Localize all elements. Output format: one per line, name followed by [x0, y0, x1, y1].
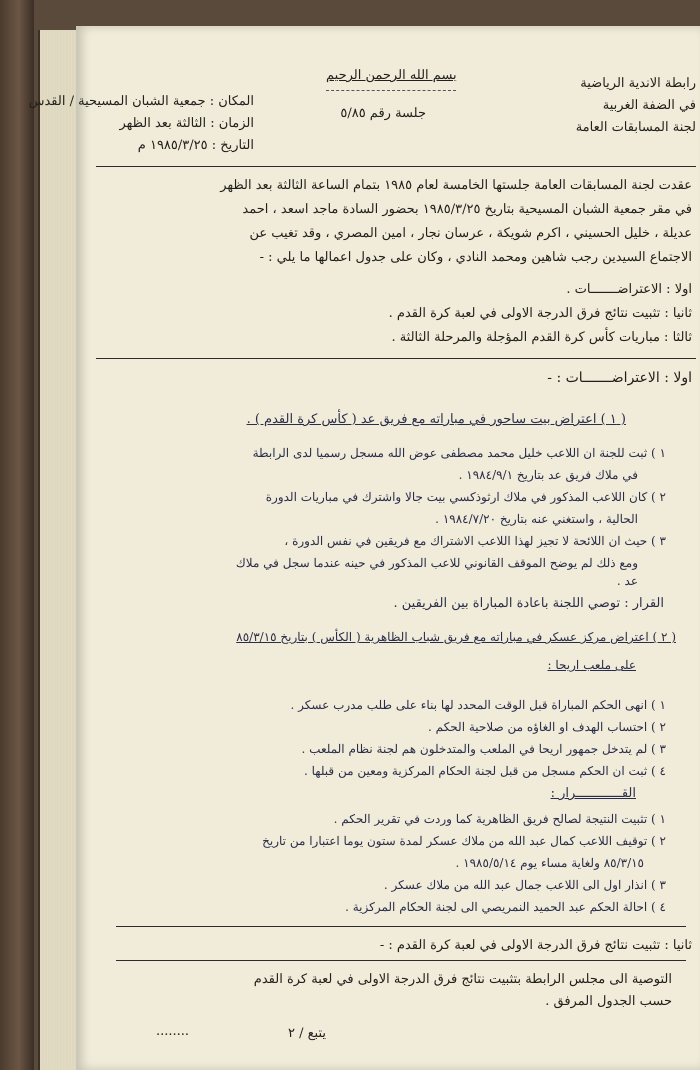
objection-2-point-1: ١ ) انهى الحكم المباراة قبل الوقت المحدد لها بناء على طلب مدرب عسكر . [290, 698, 666, 712]
objection-2-point-4: ٤ ) ثبت ان الحكم مسجل من قبل لجنة الحكام المركزية ومعين من قبلها . [304, 764, 666, 778]
objection-2-decision-4: ٤ ) احالة الحكم عبد الحميد النمريصي الى لجنة الحكام المركزية . [345, 900, 666, 914]
objection-2-decision-2b: ٨٥/٣/١٥ ولغاية مساء يوم ١٩٨٥/٥/١٤ . [455, 856, 644, 870]
objection-2-decision-1: ١ ) تثبيت النتيجة لصالح فريق الظاهرية كما وردت في تقرير الحكم . [333, 812, 666, 826]
org-line-1: رابطة الاندية الرياضية [580, 76, 696, 91]
section-1-title: اولا : الاعتراضـــــــات : - [547, 370, 692, 386]
objection-1-point-3c: عد . [616, 574, 638, 588]
intro-line-1: عقدت لجنة المسابقات العامة جلستها الخامسة لعام ١٩٨٥ بتمام الساعة الثالثة بعد الظهر [220, 178, 692, 193]
objection-2-decision-2a: ٢ ) توقيف اللاعب كمال عبد الله من ملاك عسكر لمدة ستون يوما اعتبارا من تاريخ [262, 834, 666, 848]
objection-1-point-2b: الحالية ، واستغني عنه بتاريخ ١٩٨٤/٧/٢٠ . [435, 512, 638, 526]
session-number: جلسة رقم ٥/٨٥ [340, 106, 426, 121]
page-stack-edge [38, 30, 80, 1070]
objection-2-title: ( ٢ ) اعتراض مركز عسكر في مباراته مع فريق شباب الظاهرية ( الكأس ) بتاريخ ٨٥/٣/١٥ [236, 630, 676, 644]
agenda-item-1: اولا : الاعتراضـــــــات . [566, 282, 692, 297]
continued-marker: يتبع / ٢ [287, 1026, 326, 1041]
section-2-divider [116, 926, 686, 927]
agenda-item-2: ثانيا : تثبيت نتائج فرق الدرجة الاولى في لعبة كرة القدم . [388, 306, 692, 321]
intro-line-4: الاجتماع السيدين رجب شاهين ومحمد النادي ، وكان على جدول اعمالها ما يلي : - [259, 250, 692, 265]
basmala-underline [326, 90, 456, 91]
objection-1-point-1a: ١ ) ثبت للجنة ان اللاعب خليل محمد مصطفى عوض الله مسجل رسميا لدى الرابطة [252, 446, 666, 460]
objection-1-decision: القرار : توصي اللجنة باعادة المباراة بين الفريقين . [393, 596, 664, 611]
section-2-line-2: حسب الجدول المرفق . [545, 994, 672, 1009]
objection-2-point-3: ٣ ) لم يتدخل جمهور اريحا في الملعب والمتدخلون هم لجنة نظام الملعب . [301, 742, 666, 756]
intro-line-3: عديلة ، خليل الحسيني ، اكرم شويكة ، عرسان نجار ، امين المصري ، وقد تغيب عن [249, 226, 692, 241]
section-2-title: ثانيا : تثبيت نتائج فرق الدرجة الاولى في لعبة كرة القدم : - [379, 938, 692, 953]
book-binding [0, 0, 34, 1070]
objection-1-point-3b: ومع ذلك لم يوضح الموقف القانوني للاعب المذكور في حينه عندما سجل في ملاك [235, 556, 638, 570]
objection-1-point-2a: ٢ ) كان اللاعب المذكور في ملاك ارثوذكسي بيت جالا واشترك في مباريات الدورة [265, 490, 666, 504]
document-page [28, 26, 700, 1070]
org-line-2: في الضفة الغربية [602, 98, 696, 113]
agenda-divider [96, 358, 696, 359]
header-divider [96, 166, 696, 167]
time-label: الزمان : الثالثة بعد الظهر [119, 116, 254, 131]
objection-1-point-3a: ٣ ) حيث ان اللائحة لا تجيز لهذا اللاعب الاشتراك مع فريقين في نفس الدورة ، [284, 534, 666, 548]
objection-2-point-2: ٢ ) احتساب الهدف او الغاؤه من صلاحية الحكم . [428, 720, 666, 734]
org-line-3: لجنة المسابقات العامة [575, 120, 696, 135]
agenda-item-3: ثالثا : مباريات كأس كرة القدم المؤجلة والمرحلة الثالثة . [391, 330, 692, 345]
objection-1-title: ( ١ ) اعتراض بيت ساحور في مباراته مع فريق عد ( كأس كرة القدم ) . [246, 412, 626, 427]
section-2-underline [116, 960, 686, 961]
footer-dots: ........ [156, 1024, 190, 1039]
section-2-line-1: التوصية الى مجلس الرابطة بتثبيت نتائج فرق الدرجة الاولى في لعبة كرة القدم [253, 972, 672, 987]
intro-line-2: في مقر جمعية الشبان المسيحية بتاريخ ١٩٨٥/٣/٢٥ بحضور السادة ماجد اسعد ، احمد [242, 202, 692, 217]
objection-1-point-1b: في ملاك فريق عد بتاريخ ١٩٨٤/٩/١ . [458, 468, 638, 482]
objection-2-decision-3: ٣ ) انذار اول الى اللاعب جمال عبد الله من ملاك عسكر . [383, 878, 666, 892]
objection-2-decision-title: القــــــــــــرار : [550, 786, 636, 801]
basmala: بسم الله الرحمن الرحيم [326, 68, 457, 83]
objection-2-title-venue: على ملعب اريحا : [547, 658, 636, 672]
date-label: التاريخ : ١٩٨٥/٣/٢٥ م [137, 138, 254, 153]
place-label: المكان : جمعية الشبان المسيحية / القدس [28, 94, 254, 109]
